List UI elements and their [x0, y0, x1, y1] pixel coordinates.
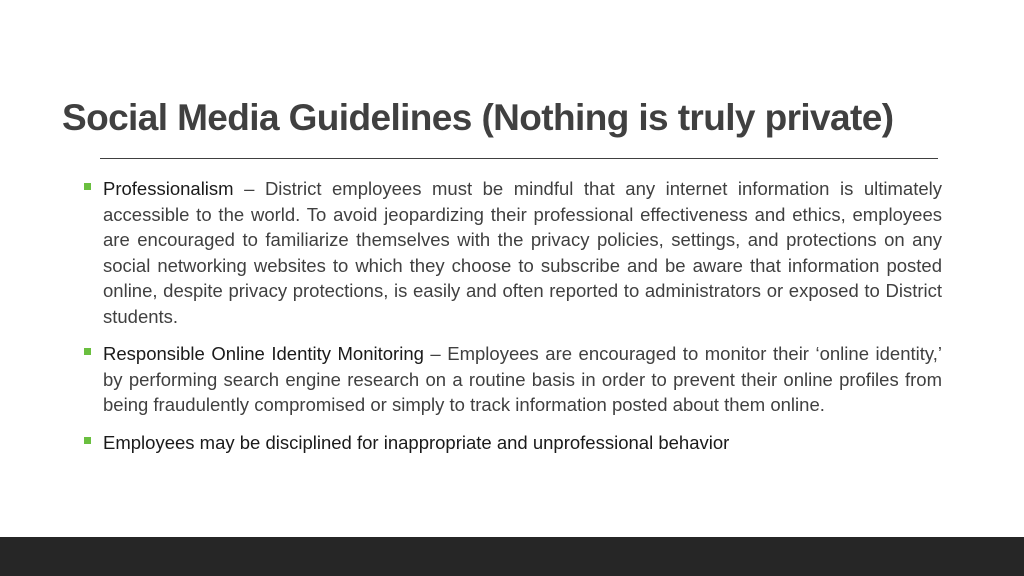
square-bullet-icon — [84, 437, 91, 444]
bullet-text: – District employees must be mindful that any internet information is ultimately accessible to the world. To avoid jeopardizing their professional effectiveness and ethics, employees are encouraged to familiarize themselves with the privacy policies, settings, and protections on any social networking websites to which they choose to subscribe and be aware that information posted online, despite privacy protections, is easily and often reported to administrators or exposed to District students. — [103, 178, 942, 327]
title-divider — [100, 158, 938, 159]
bullet-item-professionalism — [84, 176, 942, 329]
square-bullet-icon — [84, 348, 91, 355]
footer-bar — [0, 537, 1024, 576]
bullet-term: Employees may be disciplined for inappropriate and unprofessional behavior — [103, 431, 730, 453]
slide-title: Social Media Guidelines (Nothing is truly private) — [62, 97, 894, 138]
bullet-item-discipline — [84, 430, 942, 456]
bullet-item-identity-monitoring — [84, 341, 942, 418]
bullet-term: Professionalism — [103, 178, 234, 199]
bullet-list — [84, 176, 942, 467]
square-bullet-icon — [84, 183, 91, 190]
bullet-text: – Employees are encouraged to monitor their ‘online identity,’ by performing search engine research on a routine basis in order to prevent their online profiles from being fraudulently compromised or simply to track information posted about them online. — [103, 343, 943, 415]
bullet-term: Responsible Online Identity Monitoring — [103, 343, 424, 364]
